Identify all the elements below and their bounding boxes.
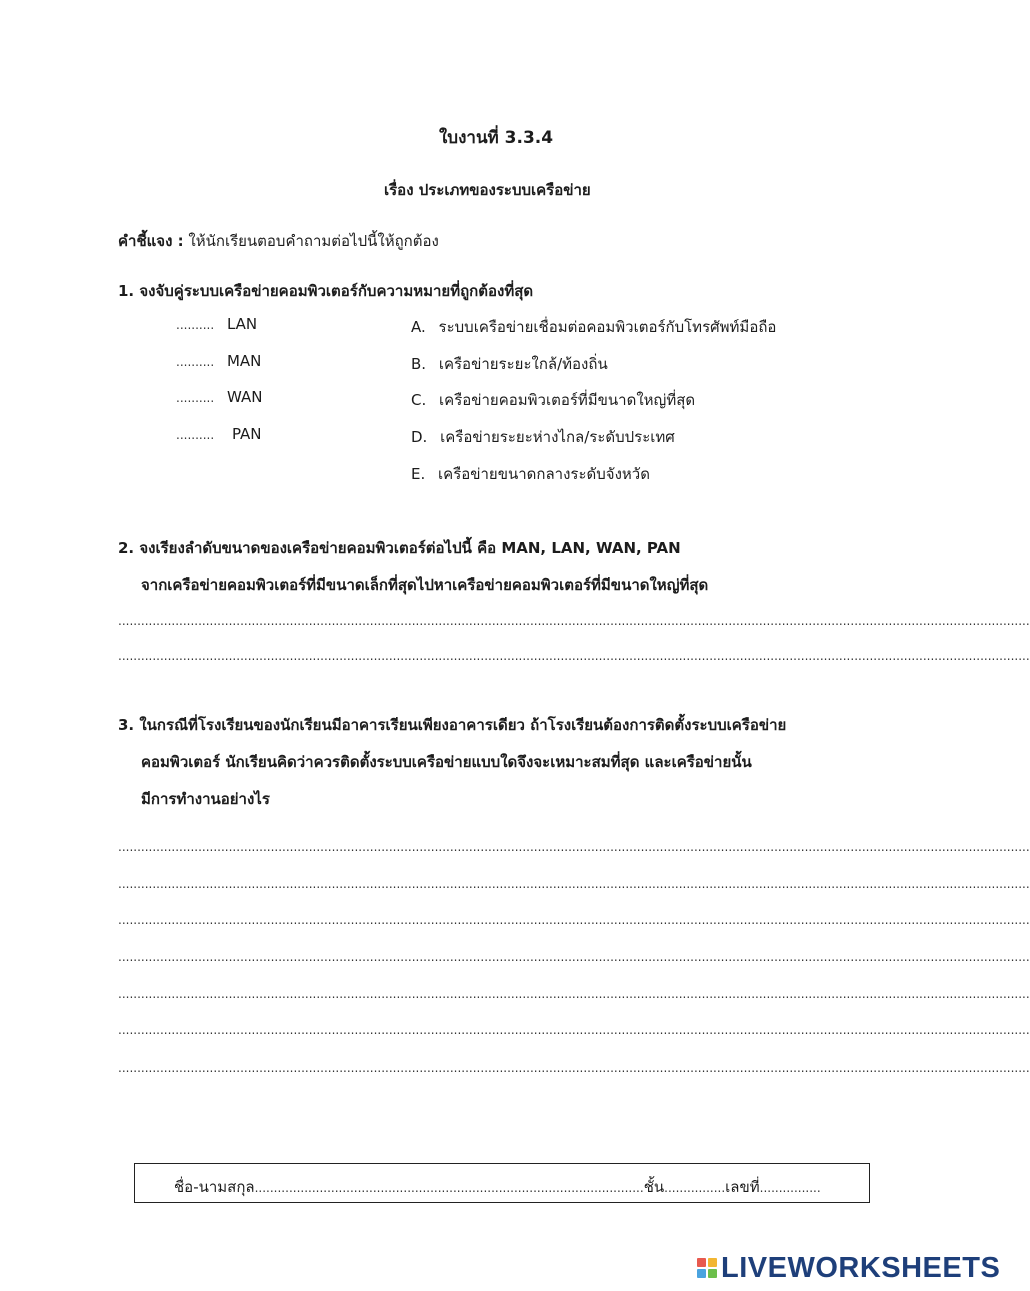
q1-option	[411, 315, 776, 339]
option-text: เครือข่ายระยะใกล้/ท้องถิ่น	[438, 355, 608, 373]
class-field[interactable]: ................	[664, 1181, 726, 1195]
answer-line[interactable]: ...............................................................................................................................................................................................................................................	[118, 649, 1030, 663]
term-label: LAN	[226, 315, 258, 333]
answer-line[interactable]: ...............................................................................................................................................................................................................................................	[118, 614, 1030, 628]
number-label: เลขที่	[725, 1178, 760, 1196]
term-label: WAN	[226, 388, 263, 406]
answer-line[interactable]: ...............................................................................................................................................................................................................................................	[118, 877, 1030, 891]
option-text: ระบบเครือข่ายเชื่อมต่อคอมพิวเตอร์กับโทรศัพท์มือถือ	[438, 318, 777, 336]
q1-term-row	[176, 388, 262, 406]
answer-line[interactable]: ...............................................................................................................................................................................................................................................	[118, 950, 1030, 964]
option-text: เครือข่ายขนาดกลางระดับจังหวัด	[438, 465, 650, 483]
answer-line[interactable]: ...............................................................................................................................................................................................................................................	[118, 987, 1030, 1001]
instructions-text: ให้นักเรียนตอบคำถามต่อไปนี้ให้ถูกต้อง	[183, 232, 439, 250]
option-text: เครือข่ายระยะห่างไกล/ระดับประเทศ	[440, 428, 675, 446]
option-letter: D.	[411, 428, 428, 446]
class-label: ชั้น	[643, 1178, 665, 1196]
q1-term-row	[176, 352, 261, 370]
answer-line[interactable]: ...............................................................................................................................................................................................................................................	[118, 840, 1030, 854]
instructions	[118, 229, 439, 253]
logo-block	[697, 1269, 706, 1278]
q2-prompt-line1: 2. จงเรียงลำดับขนาดของเครือข่ายคอมพิวเตอร์ต่อไปนี้ คือ MAN, LAN, WAN, PAN	[118, 539, 681, 557]
q1-option	[411, 425, 675, 449]
answer-line[interactable]: ...............................................................................................................................................................................................................................................	[118, 1061, 1030, 1075]
answer-line[interactable]: ...............................................................................................................................................................................................................................................	[118, 1023, 1030, 1037]
option-letter: C.	[411, 391, 427, 409]
q2-prompt-line2: จากเครือข่ายคอมพิวเตอร์ที่มีขนาดเล็กที่สุดไปหาเครือข่ายคอมพิวเตอร์ที่มีขนาดใหญ่ที่สุด	[141, 576, 709, 594]
answer-blank[interactable]: ..........	[176, 391, 215, 405]
q3-prompt-line1: 3. ในกรณีที่โรงเรียนของนักเรียนมีอาคารเรียนเพียงอาคารเดียว ถ้าโรงเรียนต้องการติดตั้งระบบเครือข่าย	[118, 716, 787, 734]
instructions-label: คำชี้แจง :	[118, 232, 184, 250]
q1-term-row	[176, 425, 262, 443]
logo-block	[708, 1269, 717, 1278]
answer-blank[interactable]: ..........	[176, 428, 215, 442]
answer-blank[interactable]: ..........	[176, 355, 215, 369]
q1-prompt: 1. จงจับคู่ระบบเครือข่ายคอมพิวเตอร์กับความหมายที่ถูกต้องที่สุด	[118, 282, 534, 300]
q1-option	[411, 462, 650, 486]
name-field[interactable]: ......................................................................................................	[254, 1181, 644, 1195]
option-letter: B.	[411, 355, 427, 373]
logo-text: LIVEWORKSHEETS	[721, 1251, 1001, 1284]
term-label: MAN	[226, 352, 262, 370]
logo-block	[708, 1258, 717, 1267]
student-info-row	[174, 1175, 834, 1199]
logo-block	[697, 1258, 706, 1267]
liveworksheets-logo	[697, 1253, 1000, 1283]
answer-line[interactable]: ...............................................................................................................................................................................................................................................	[118, 913, 1030, 927]
worksheet-subject: เรื่อง ประเภทของระบบเครือข่าย	[384, 181, 591, 199]
q1-option	[411, 388, 695, 412]
answer-blank[interactable]: ..........	[176, 318, 215, 332]
number-field[interactable]: ................	[759, 1181, 821, 1195]
q1-term-row	[176, 315, 257, 333]
option-letter: E.	[411, 465, 426, 483]
option-text: เครือข่ายคอมพิวเตอร์ที่มีขนาดใหญ่ที่สุด	[439, 391, 696, 409]
worksheet-title: ใบงานที่ 3.3.4	[439, 128, 554, 148]
logo-blocks-icon	[697, 1258, 717, 1278]
q3-prompt-line2: คอมพิวเตอร์ นักเรียนคิดว่าควรติดตั้งระบบเครือข่ายแบบใดจึงจะเหมาะสมที่สุด และเครือข่ายนั้น	[141, 753, 752, 771]
term-label: PAN	[231, 425, 262, 443]
option-letter: A.	[411, 318, 426, 336]
q3-prompt-line3: มีการทำงานอย่างไร	[141, 790, 270, 808]
name-label: ชื่อ-นามสกุล	[174, 1178, 255, 1196]
q1-option	[411, 352, 608, 376]
